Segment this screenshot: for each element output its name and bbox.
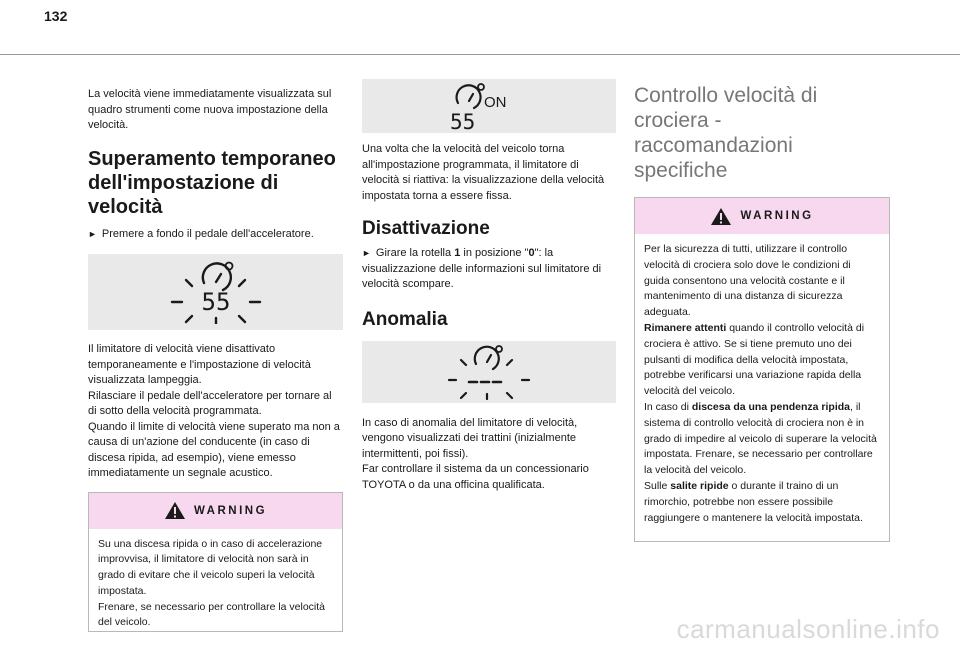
position-zero: 0 (528, 247, 535, 259)
bold-steep-climbs: salite ripide (670, 479, 729, 492)
header-divider (0, 54, 960, 55)
warning-body (89, 529, 342, 642)
warning-paragraph-1: Per la sicurezza di tutti, utilizzare il controllo velocità di crociera solo dove le condizioni di guida consentono una velocità costante e il mantenimento di una distanza di sicurezza adeguata. (644, 243, 851, 319)
warning-paragraph-1: Su una discesa ripida o in caso di accelerazione improvvisa, il limitatore di velocità non sarà in grado di evitare che il veicolo superi la velocità impostata. (98, 537, 323, 597)
watermark-url[interactable]: carmanualsonline.info (676, 614, 940, 644)
anomalia-paragraph-1: In caso di anomalia del limitatore di velocità, vengono visualizzati dei trattini (inizialmente intermittenti, poi fissi). (362, 416, 578, 460)
instruction-text-1: Girare la rotella (375, 247, 455, 259)
warning-triangle-icon (710, 207, 732, 226)
column-3 (634, 74, 890, 542)
paragraph-4-pre: Sulle (644, 479, 671, 492)
on-label: ON (484, 94, 507, 111)
column-2 (362, 74, 616, 493)
warning-box-descent (88, 492, 343, 632)
body-paragraph-1: Il limitatore di velocità viene disattivato temporaneamente e l'impostazione di velocità visualizzata lampeggia. (88, 343, 311, 386)
limiter-on-pictogram (362, 79, 616, 133)
paragraph-4-rest: o durante il traino di un rimorchio, potrebbe non essere possibile raggiungere o mantenere la velocità impostata. (644, 479, 863, 524)
flashing-speedometer-icon (161, 260, 271, 324)
page-number: 132 (44, 8, 68, 24)
warning-title: WARNING (193, 504, 268, 517)
section-heading-cruise-control: Controllo velocità di crociera - raccomandazioni specifiche (634, 84, 818, 182)
bullet-accelerator: ► Premere a fondo il pedale dell'acceleratore. (88, 227, 343, 243)
paragraph-3-rest: , il sistema di controllo velocità di crociera non è in grado di impedire al veicolo di superare la velocità impostata. Frenare, se necessario per controllare la velocità del veicolo. (644, 400, 877, 477)
paragraph-3-pre: In caso di (644, 400, 692, 413)
intro-paragraph: La velocità viene immediatamente visualizzata sul quadro strumenti come nuova impostazione della velocità. (88, 88, 332, 131)
anomaly-pictogram (362, 341, 616, 403)
speedometer-dashes-icon (439, 344, 539, 400)
bold-steep-descent: discesa da una pendenza ripida (691, 400, 851, 413)
body-paragraph-2: Rilasciare il pedale dell'acceleratore per tornare al di sotto della velocità programmata. (88, 389, 332, 417)
warning-paragraph-4 (644, 479, 879, 526)
anomalia-paragraph-2: Far controllare il sistema da un concessionario TOYOTA o da una officina qualificata. (362, 463, 589, 491)
warning-box-cruise-control (634, 197, 890, 542)
instruction-text-3: ": la visualizzazione delle informazioni sul limitatore di velocità scompare. (362, 247, 602, 290)
instruction-text-2: in posizione " (460, 247, 529, 259)
warning-header (635, 198, 889, 234)
warning-header (89, 493, 342, 529)
disattivazione-instruction (362, 246, 616, 293)
warning-triangle-icon (164, 501, 186, 520)
warning-body (635, 234, 889, 536)
reactivation-paragraph: Una volta che la velocità del veicolo torna all'impostazione programmata, il limitatore di velocità si riattiva: la visualizzazione della velocità impostata torna a essere fissa. (362, 143, 605, 202)
speed-display: 55 (450, 110, 476, 131)
warning-title: WARNING (740, 210, 814, 222)
body-paragraph-3: Quando il limite di velocità viene superato ma non a causa di un'azione del conducente (in caso di discesa ripida, ad esempio), viene emesso immediatamente un segnale acustico. (88, 420, 340, 479)
dial-number: 1 (454, 247, 461, 259)
column-1 (88, 74, 343, 632)
heading-anomalia: Anomalia (362, 308, 448, 330)
warning-paragraph-3 (644, 400, 879, 479)
heading-superamento: Superamento temporaneo dell'impostazione di velocità (88, 147, 336, 218)
speed-limit-exceeded-pictogram (88, 254, 343, 330)
set-speed-display: 55 (201, 288, 230, 316)
bold-stay-alert: Rimanere attenti (644, 321, 727, 334)
warning-paragraph-2 (644, 321, 879, 400)
speedometer-on-icon (444, 81, 534, 131)
heading-disattivazione: Disattivazione (362, 218, 490, 239)
paragraph-2-rest: quando il controllo velocità di crociera è attivo. Se si tiene premuto uno dei pulsanti di modifica della velocità impostata, potrebbe verificarsi una variazione rapida della velocità del veicolo. (644, 321, 865, 398)
warning-paragraph-2: Frenare, se necessario per controllare la velocità del veicolo. (98, 600, 326, 629)
